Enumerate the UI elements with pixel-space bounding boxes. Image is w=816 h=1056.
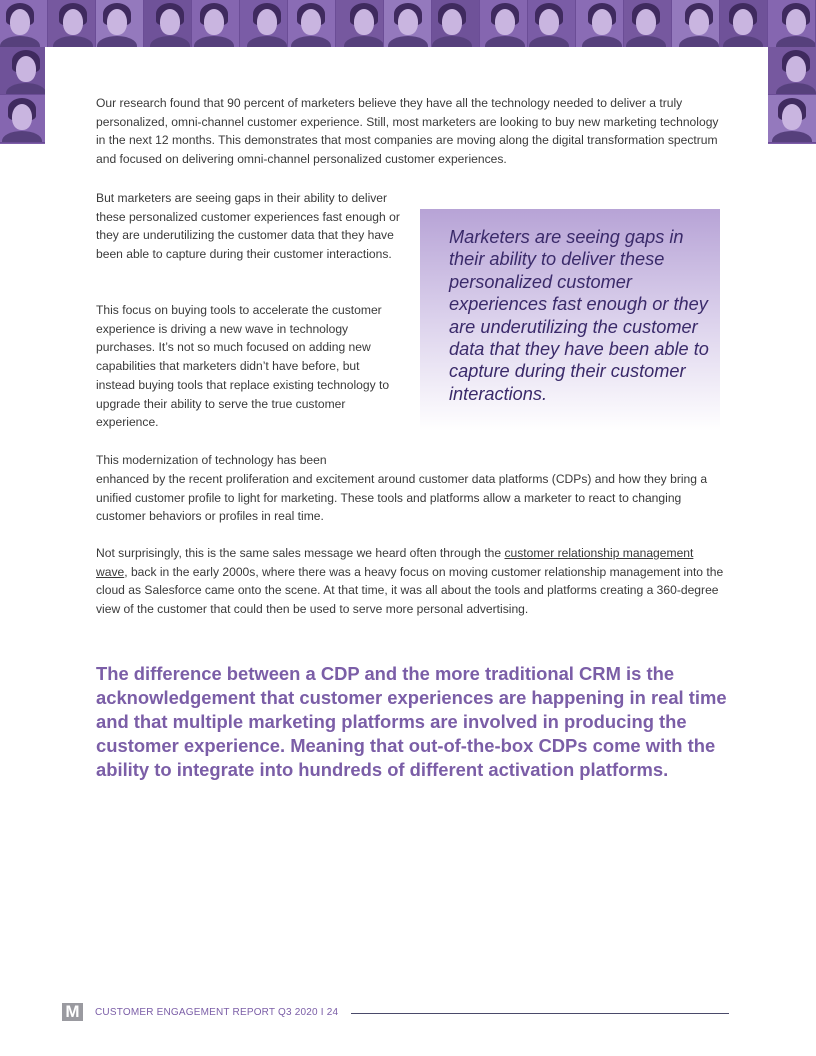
footer-report-title: CUSTOMER ENGAGEMENT REPORT: [95, 1007, 276, 1018]
callout-box: [420, 209, 720, 431]
footer-label: [95, 1007, 338, 1019]
portrait-photo-tile: [336, 0, 384, 47]
portrait-photo-tile: [768, 47, 816, 95]
portrait-photo-tile: [768, 0, 816, 47]
portrait-photo-tile: [384, 0, 432, 47]
portrait-photo-tile: [576, 0, 624, 47]
photo-banner-right: [768, 47, 816, 144]
portrait-photo-tile: [624, 0, 672, 47]
body-paragraph-modernization-line1: This modernization of technology has been: [96, 453, 327, 467]
portrait-photo-tile: [768, 95, 816, 143]
crm-text-after-link: , back in the early 2000s, where there was a heavy focus on moving customer relationship management into the cloud as Salesforce came onto the scene. At that time, it was all about the tools and platforms creating a 360-degree view of the customer that could then be used to serve more personal advertising.: [96, 564, 724, 617]
portrait-photo-tile: [432, 0, 480, 47]
body-paragraph-modernization: enhanced by the recent proliferation and excitement around customer data platforms (CDPs) and how they bring a unified customer profile to light for marketing. These tools and platforms allow a marketer to react to changing customer behaviors or profiles in real time.: [96, 472, 708, 524]
crm-text-before-link: Not surprisingly, this is the same sales message we heard often through the: [96, 546, 505, 560]
body-paragraph-focus: This focus on buying tools to accelerate the customer experience is driving a new wave in technology purchases. It’s not so much focused on adding new capabilities that marketers didn’t have before, but instead buying tools that replace existing technology to upgrade their ability to serve the true customer experience.: [96, 303, 390, 430]
portrait-photo-tile: [192, 0, 240, 47]
body-paragraph-crm: [96, 544, 726, 619]
photo-banner-left: [0, 47, 45, 144]
portrait-photo-tile: [48, 0, 96, 47]
portrait-photo-tile: [240, 0, 288, 47]
callout-quote: Marketers are seeing gaps in their ability to deliver these personalized customer experiences fast enough or they are underutilizing the customer data that they have been able to capture during their customer interactions.: [449, 227, 709, 404]
portrait-photo-tile: [144, 0, 192, 47]
brand-logo: M: [62, 1003, 83, 1021]
body-paragraph-gaps: But marketers are seeing gaps in their ability to deliver these personalized customer experiences fast enough or they are underutilizing the customer data that they have been able to capture during their customer interactions.: [96, 191, 400, 262]
portrait-photo-tile: [288, 0, 336, 47]
portrait-photo-tile: [720, 0, 768, 47]
footer-separator: I: [320, 1007, 324, 1018]
body-paragraph-research: Our research found that 90 percent of marketers believe they have all the technology needed to deliver a truly personalized, omni-channel customer experience. Still, most marketers are looking to buy new marketing technology in the next 12 months. This demonstrates that most companies are moving along the digital transformation spectrum and focused on delivering omni-channel personalized customer experiences.: [96, 96, 719, 167]
footer-page-number: 24: [326, 1007, 339, 1018]
photo-banner-top: [0, 0, 816, 47]
portrait-photo-tile: [0, 0, 48, 47]
portrait-photo-tile: [96, 0, 144, 47]
footer-rule: [351, 1013, 729, 1014]
portrait-photo-tile: [480, 0, 528, 47]
footer-period: Q3 2020: [278, 1007, 318, 1018]
portrait-photo-tile: [672, 0, 720, 47]
portrait-photo-tile: [0, 95, 45, 143]
portrait-photo-tile: [528, 0, 576, 47]
portrait-photo-tile: [0, 47, 45, 95]
pull-quote: The difference between a CDP and the more traditional CRM is the acknowledgement that customer experiences are happening in real time and that multiple marketing platforms are involved in producing the customer experience. Meaning that out-of-the-box CDPs come with the ability to integrate into hundreds of different activation platforms.: [96, 663, 727, 780]
crm-wave-link[interactable]: customer relationship management wave: [96, 546, 694, 579]
